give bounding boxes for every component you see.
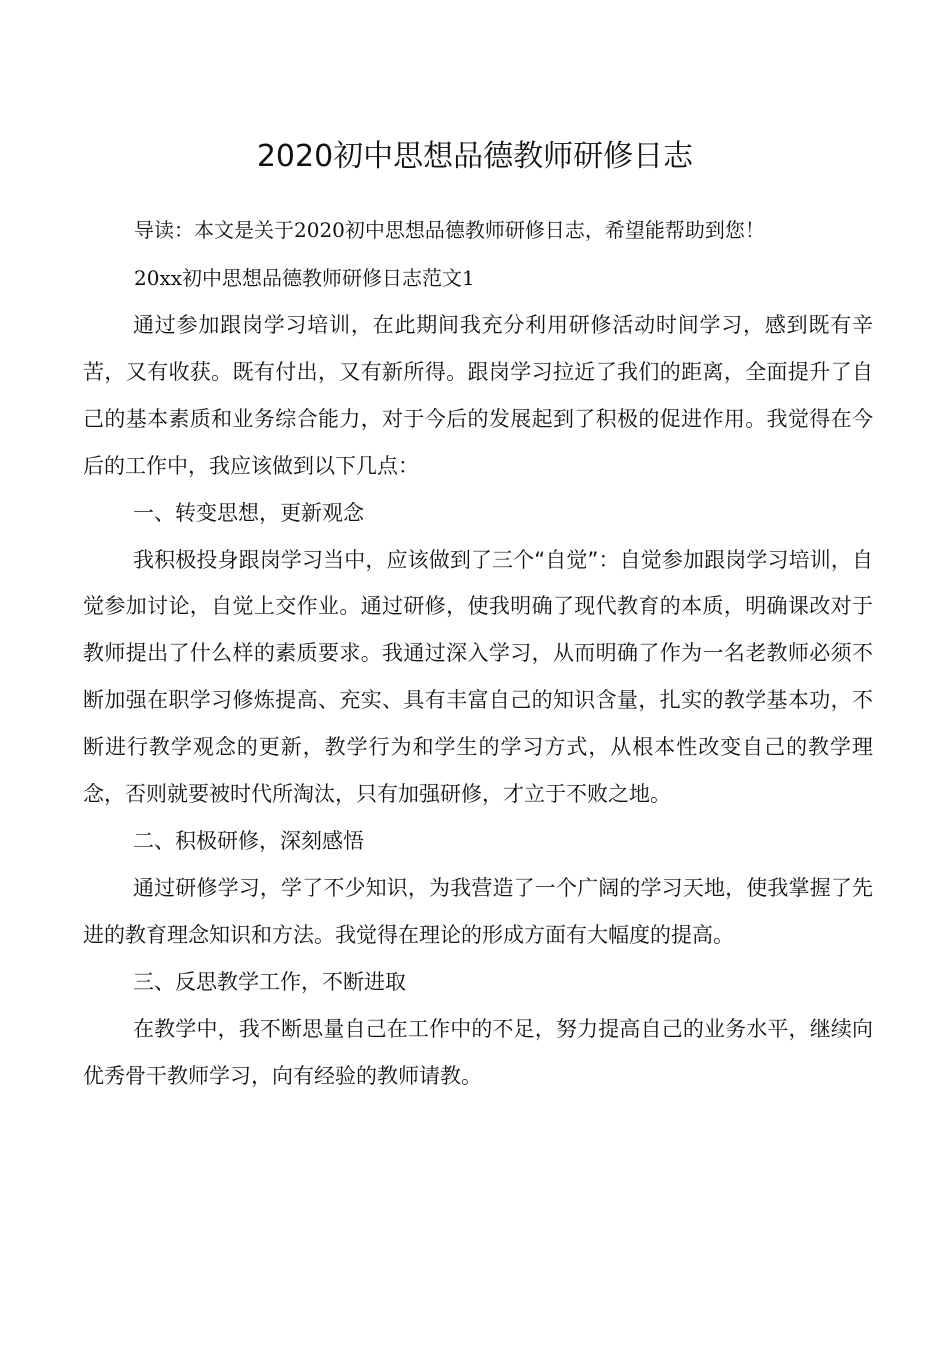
lead-text: 导读：本文是关于2020初中思想品德教师研修日志，希望能帮助到您！ <box>134 218 765 242</box>
heading-2: 二、积极研修，深刻感悟 <box>133 828 364 853</box>
document-body <box>83 302 873 1099</box>
paragraph-3: 在教学中，我不断思量自己在工作中的不足，努力提高自己的业务水平，继续向优秀骨干教师学习，向有经验的教师请教。 <box>83 1016 873 1088</box>
paragraph-1: 我积极投身跟岗学习当中，应该做到了三个“自觉”：自觉参加跟岗学习培训，自觉参加讨论，自觉上交作业。通过研修，使我明确了现代教育的本质，明确课改对于教师提出了什么样的素质要求。我通过深入学习，从而明确了作为一名老教师必须不断加强在职学习修炼提高、充实、具有丰富自己的知识含量，扎实的教学基本功，不断进行教学观念的更新，教学行为和学生的学习方式，从根本性改变自己的教学理念，否则就要被时代所淘汰，只有加强研修，才立于不败之地。 <box>83 547 873 807</box>
heading-3: 三、反思教学工作，不断进取 <box>133 969 406 994</box>
paragraph-2: 通过研修学习，学了不少知识，为我营造了一个广阔的学习天地，使我掌握了先进的教育理念知识和方法。我觉得在理论的形成方面有大幅度的提高。 <box>83 875 873 947</box>
section-subtitle: 20xx初中思想品德教师研修日志范文1 <box>134 266 475 290</box>
heading-1: 一、转变思想，更新观念 <box>133 500 364 525</box>
paragraph-intro: 通过参加跟岗学习培训，在此期间我充分利用研修活动时间学习，感到既有辛苦，又有收获。既有付出，又有新所得。跟岗学习拉近了我们的距离，全面提升了自己的基本素质和业务综合能力，对于今后的发展起到了积极的促进作用。我觉得在今后的工作中，我应该做到以下几点： <box>83 313 873 478</box>
document-title: 2020初中思想品德教师研修日志 <box>256 139 694 174</box>
